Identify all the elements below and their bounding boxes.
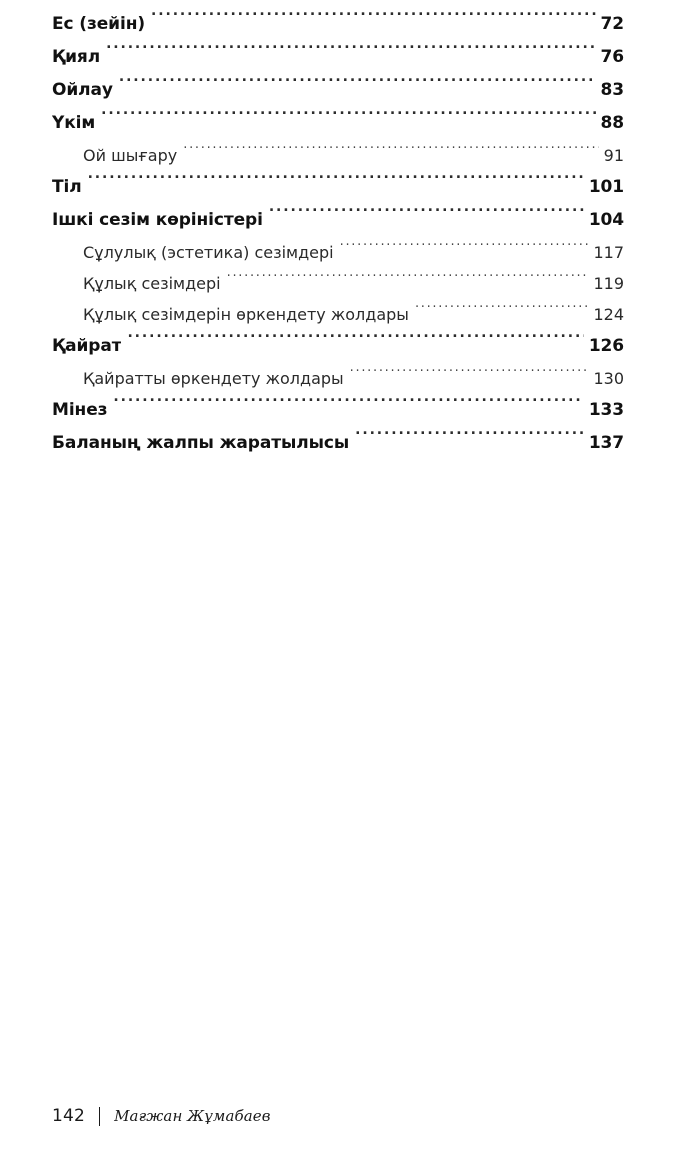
- toc-leader-dots: [350, 368, 589, 384]
- toc-entry[interactable]: [52, 237, 624, 268]
- toc-leader-dots: [269, 208, 584, 225]
- toc-entry[interactable]: [52, 299, 624, 330]
- toc-leader-dots: [127, 334, 583, 351]
- toc-leader-dots: [113, 398, 583, 415]
- toc-entry-page-number: 72: [600, 14, 624, 34]
- footer-divider: [99, 1107, 100, 1126]
- toc-entry[interactable]: [52, 74, 624, 107]
- toc-entry-title: Қайрат: [52, 336, 122, 356]
- toc-leader-dots: [227, 273, 589, 289]
- toc-entry-title: Қиял: [52, 47, 101, 67]
- toc-entry[interactable]: [52, 171, 624, 204]
- toc-entry-page-number: 76: [600, 47, 624, 67]
- toc-entry[interactable]: [52, 363, 624, 394]
- toc-entry-title: Мінез: [52, 400, 108, 420]
- toc-entry-title: Үкім: [52, 113, 96, 133]
- toc-entry-page-number: 104: [588, 210, 624, 230]
- toc-entry-page-number: 117: [593, 243, 624, 262]
- toc-leader-dots: [88, 175, 584, 192]
- toc-entry-title: Ішкі сезім көріністері: [52, 210, 263, 230]
- toc-entry-title: Ойлау: [52, 80, 113, 100]
- toc-entry-title: Ес (зейін): [52, 14, 146, 34]
- toc-entry-page-number: 88: [600, 113, 624, 133]
- toc-entry-page-number: 91: [603, 146, 624, 165]
- toc-entry[interactable]: [52, 204, 624, 237]
- toc-entry[interactable]: [52, 41, 624, 74]
- toc-entry-page-number: 124: [593, 305, 624, 324]
- toc-leader-dots: [415, 304, 589, 320]
- toc-entry[interactable]: [52, 140, 624, 171]
- toc-entry-page-number: 83: [600, 80, 624, 100]
- toc-entry-title: Баланың жалпы жаратылысы: [52, 433, 350, 453]
- toc-leader-dots: [119, 78, 596, 95]
- toc-entry[interactable]: [52, 268, 624, 299]
- table-of-contents: [52, 0, 624, 460]
- toc-leader-dots: [355, 431, 584, 448]
- toc-entry[interactable]: [52, 330, 624, 363]
- toc-entry-page-number: 119: [593, 274, 624, 293]
- page-number: 142: [52, 1106, 86, 1126]
- toc-entry-page-number: 101: [588, 177, 624, 197]
- toc-leader-dots: [151, 12, 595, 29]
- toc-entry-page-number: 130: [593, 369, 624, 388]
- toc-entry-title: Сұлулық (эстетика) сезімдері: [83, 243, 334, 262]
- toc-entry[interactable]: [52, 8, 624, 41]
- toc-leader-dots: [340, 242, 589, 258]
- page-footer: [52, 1104, 271, 1128]
- toc-entry-title: Құлық сезімдері: [83, 274, 221, 293]
- toc-entry-title: Тіл: [52, 177, 82, 197]
- toc-leader-dots: [106, 45, 595, 62]
- toc-leader-dots: [183, 145, 598, 161]
- toc-entry-page-number: 133: [588, 400, 624, 420]
- toc-entry-page-number: 137: [588, 433, 624, 453]
- toc-entry[interactable]: [52, 107, 624, 140]
- toc-entry-title: Ой шығару: [83, 146, 178, 165]
- toc-entry[interactable]: [52, 427, 624, 460]
- toc-entry[interactable]: [52, 394, 624, 427]
- toc-entry-page-number: 126: [588, 336, 624, 356]
- footer-author: Мағжан Жұмабаев: [114, 1107, 271, 1125]
- toc-entry-title: Құлық сезімдерін өркендету жолдары: [83, 305, 409, 324]
- toc-leader-dots: [101, 111, 595, 128]
- toc-entry-title: Қайратты өркендету жолдары: [83, 369, 344, 388]
